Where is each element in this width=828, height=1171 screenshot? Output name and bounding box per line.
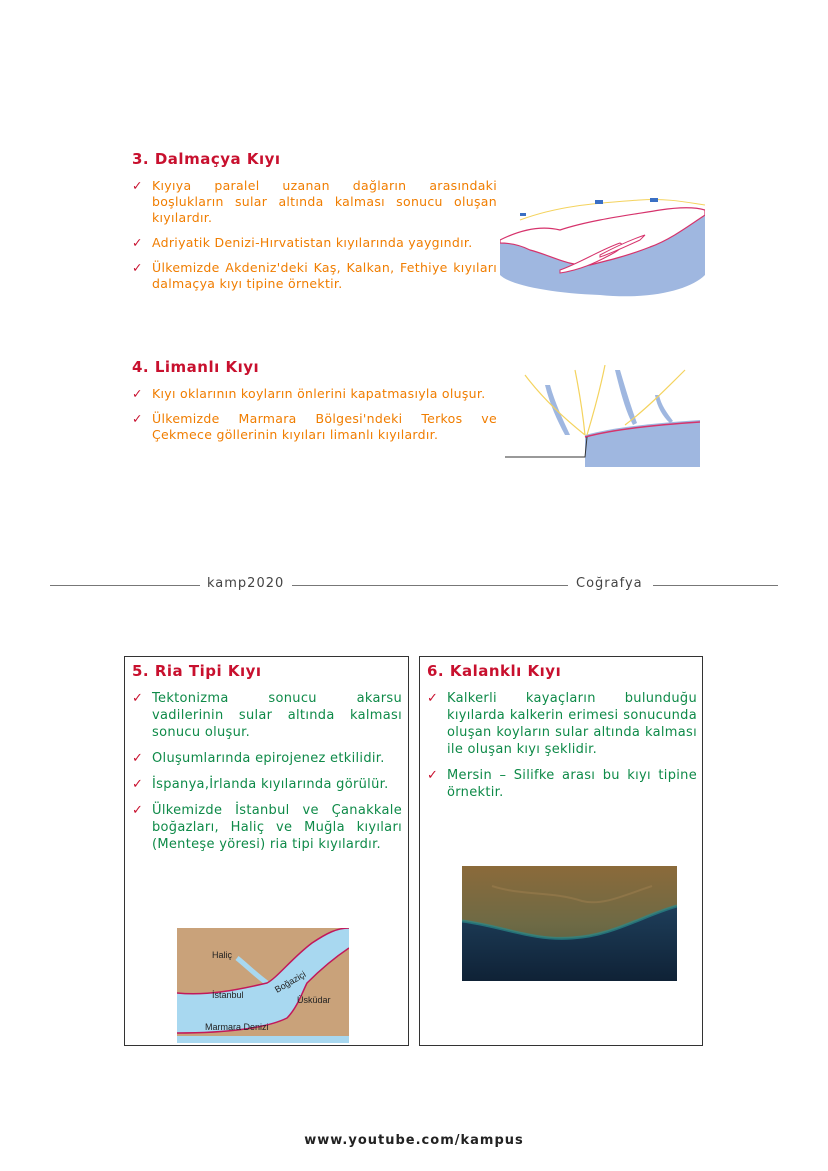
divider-line [653, 585, 778, 586]
section-heading: 4. Limanlı Kıyı [132, 358, 260, 376]
check-icon: ✓ [132, 386, 143, 401]
list-item: ✓ Ülkemizde İstanbul ve Çanakkale boğazları, Haliç ve Muğla kıyıları (Menteşe yöresi) ria tipi kıyılardır. [132, 803, 402, 852]
list-item: ✓ Ülkemizde Akdeniz'deki Kaş, Kalkan, Fethiye kıyıları dalmaçya kıyı tipine örnektir. [132, 260, 497, 291]
limanli-coast-map [505, 365, 700, 467]
box-kalankli [419, 656, 703, 1046]
section-limanli [132, 358, 497, 452]
check-icon: ✓ [132, 777, 144, 792]
map-label-halic: Haliç [212, 950, 233, 960]
section-dalmacya [132, 150, 497, 301]
section-heading: 5. Ria Tipi Kıyı [132, 662, 262, 680]
divider-line [50, 585, 200, 586]
check-icon: ✓ [132, 691, 144, 706]
check-icon: ✓ [132, 260, 143, 275]
box-ria [124, 656, 409, 1046]
list-item: ✓ Ülkemizde Marmara Bölgesi'ndeki Terkos ve Çekmece göllerinin kıyıları limanlı kıyılardır. [132, 411, 497, 442]
section-heading: 3. Dalmaçya Kıyı [132, 150, 281, 168]
list-item: ✓ Adriyatik Denizi-Hırvatistan kıyılarında yaygındır. [132, 235, 473, 250]
bullet-list [427, 690, 697, 801]
list-item: ✓ Kıyıya paralel uzanan dağların arasındaki boşlukların sular altında kalması sonucu oluşan kıyılardır. [132, 178, 497, 225]
check-icon: ✓ [132, 178, 143, 193]
satellite-image [462, 866, 677, 981]
bullet-list [132, 386, 497, 443]
map-label-bogazici: Boğaziçi [273, 969, 308, 995]
footer-url: www.youtube.com/kampus [304, 1133, 524, 1148]
check-icon: ✓ [132, 411, 143, 426]
list-item: ✓ Kalkerli kayaçların bulunduğu kıyılarda kalkerin erimesi sonucunda oluşan koyların sular altında kalması ile oluşan kıyı şeklidir. [427, 691, 697, 757]
map-label-uskudar: Üsküdar [297, 995, 331, 1005]
divider-line [292, 585, 568, 586]
check-icon: ✓ [427, 768, 439, 783]
section-heading: 6. Kalanklı Kıyı [427, 662, 562, 680]
bullet-list [132, 178, 497, 292]
check-icon: ✓ [132, 803, 144, 818]
bullet-list [132, 690, 402, 853]
divider-left-label: kamp2020 [207, 576, 285, 591]
list-item: ✓ Kıyı oklarının koyların önlerini kapatmasıyla oluşur. [132, 386, 486, 401]
map-label-marmara: Marmara Denizi [205, 1022, 269, 1032]
istanbul-map [177, 928, 349, 1043]
check-icon: ✓ [132, 751, 144, 766]
check-icon: ✓ [132, 235, 143, 250]
list-item: ✓ Mersin – Silifke arası bu kıyı tipine örnektir. [427, 768, 697, 800]
check-icon: ✓ [427, 691, 439, 706]
dalmacya-coast-map [500, 195, 705, 300]
divider-right-label: Coğrafya [576, 576, 643, 591]
list-item: ✓ Tektonizma sonucu akarsu vadilerinin sular altında kalması sonucu oluşur. [132, 691, 402, 740]
map-label-istanbul: İstanbul [212, 990, 244, 1000]
list-item: ✓ Oluşumlarında epirojenez etkilidir. [132, 751, 385, 766]
list-item: ✓ İspanya,İrlanda kıyılarında görülür. [132, 777, 389, 792]
